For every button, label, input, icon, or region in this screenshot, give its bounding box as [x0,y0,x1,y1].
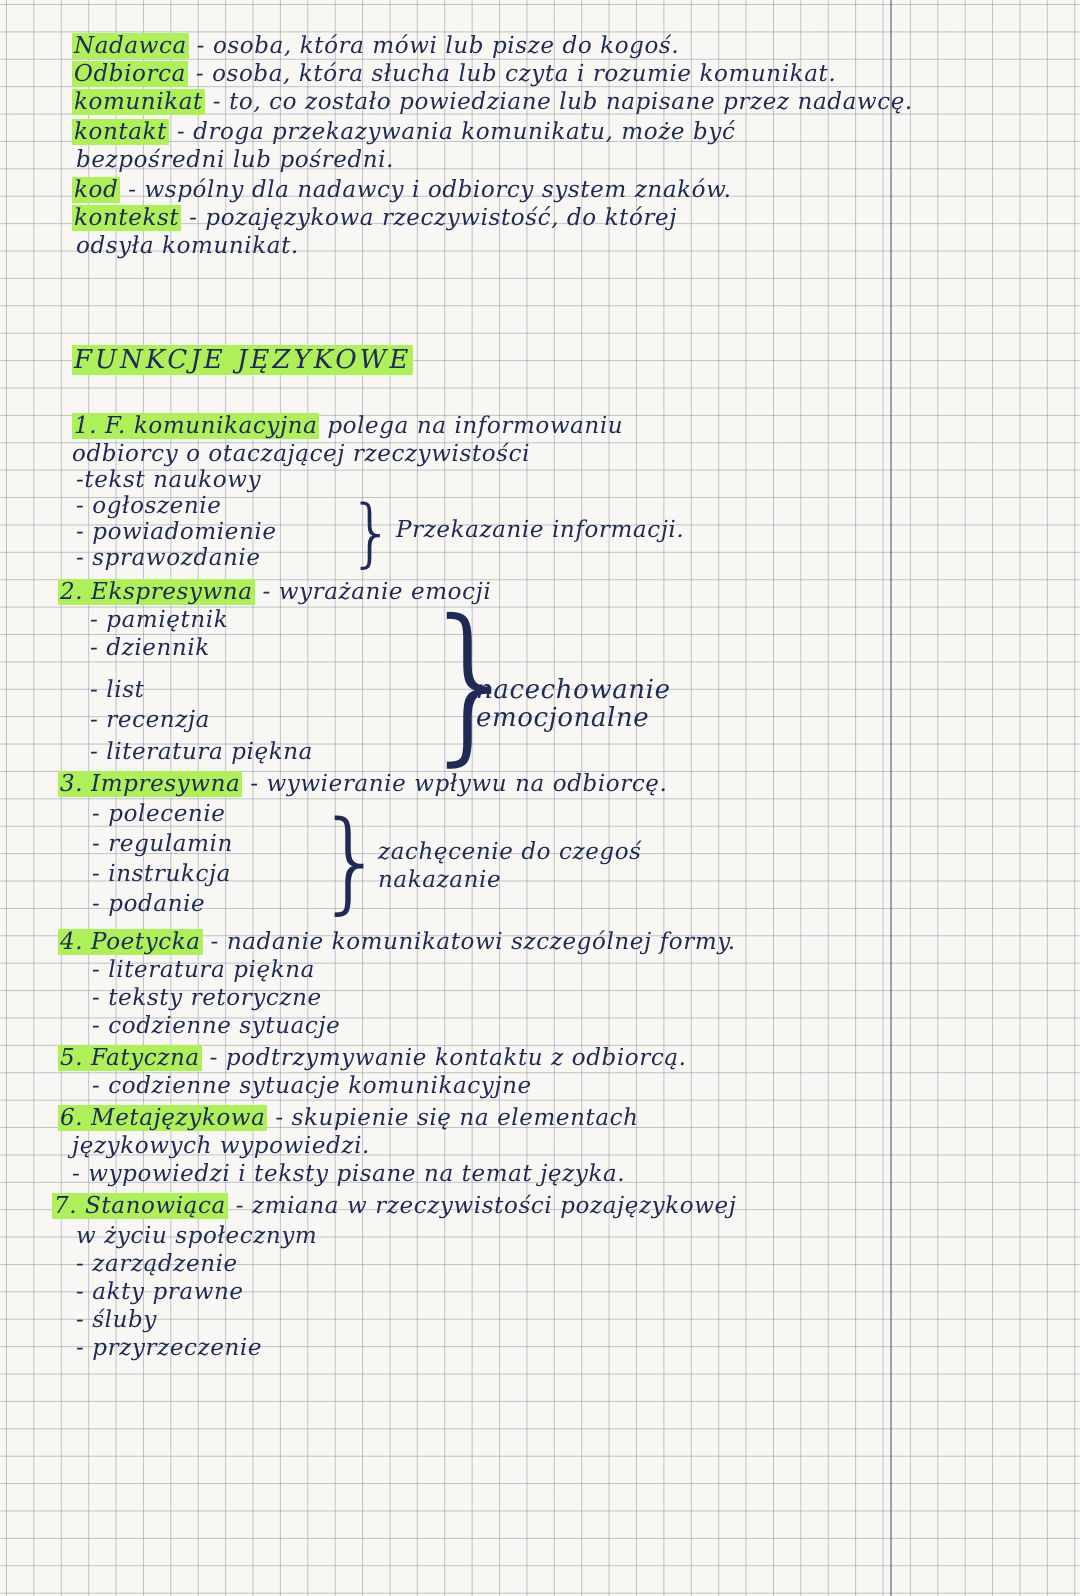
list-item: - pamiętnik [90,607,229,633]
function-desc-line: odbiorcy o otaczającej rzeczywistości [72,441,531,467]
function-desc: - skupienie się na elementach [267,1105,639,1131]
function-note: nakazanie [378,867,502,893]
definition-line [72,204,677,232]
brace: } [418,584,527,782]
definition-line [72,118,735,146]
definition-term: komunikat [74,89,203,115]
definition-text: - wspólny dla nadawcy i odbiorcy system znaków. [120,177,732,203]
list-item: - przyrzeczenie [76,1335,263,1361]
list-item: - śluby [76,1307,157,1333]
list-item: - wypowiedzi i teksty pisane na temat języka. [72,1161,626,1187]
definition-text: - droga przekazywania komunikatu, może być [168,119,736,145]
function-title: 4. Poetycka [60,929,201,955]
list-item: -tekst naukowy [76,467,262,493]
function-title: 7. Stanowiąca [54,1193,226,1219]
definition-term: kod [74,177,119,203]
definition-text: - osoba, która słucha lub czyta i rozumie komunikat. [187,61,837,87]
definition-line [76,232,299,260]
list-item: - ogłoszenie [76,493,222,519]
function-note: nacechowanie [476,675,671,705]
list-item: - podanie [92,891,206,917]
margin-line [890,0,892,1596]
function-note: Przekazanie informacji. [396,517,685,543]
list-item: - codzienne sytuacje [92,1013,341,1039]
function-title-line [58,770,667,798]
definition-term: Odbiorca [74,61,186,87]
list-item: - powiadomienie [76,519,277,545]
function-title-line [52,1192,736,1220]
list-item: - list [90,677,145,703]
list-item: - akty prawne [76,1279,244,1305]
function-desc: - wywieranie wpływu na odbiorcę. [242,771,668,797]
list-item: - regulamin [92,831,233,857]
definition-text: - osoba, która mówi lub pisze do kogoś. [188,33,680,59]
definition-text: odsyła komunikat. [76,233,299,259]
function-title: 3. Impresywna [60,771,241,797]
definition-term: kontakt [74,119,167,145]
section-heading [72,346,413,374]
function-title-line [58,1044,687,1072]
list-item: - recenzja [90,707,210,733]
list-item: - polecenie [92,801,226,827]
list-item: - literatura piękna [90,739,313,765]
function-title-line [72,412,623,440]
function-desc-line: językowych wypowiedzi. [72,1133,370,1159]
definition-term: Nadawca [74,33,187,59]
definition-text: - pozajęzykowa rzeczywistość, do której [181,205,677,231]
definition-line [72,60,836,88]
heading-text: FUNKCJE JĘZYKOWE [74,345,412,375]
function-title-line [58,928,736,956]
definition-term: kontekst [74,205,180,231]
function-title-line [58,1104,639,1132]
definition-text: - to, co zostało powiedziane lub napisane przez nadawcę. [204,89,913,115]
list-item: - instrukcja [92,861,231,887]
function-desc-line: w życiu społecznym [76,1223,318,1249]
list-item: - zarządzenie [76,1251,238,1277]
definition-text: bezpośredni lub pośredni. [76,147,395,173]
definition-line [76,146,394,174]
list-item: - sprawozdanie [76,545,261,571]
list-item: - teksty retoryczne [92,985,322,1011]
definition-line [72,88,913,116]
function-desc: - zmiana w rzeczywistości pozajęzykowej [227,1193,737,1219]
function-title: 1. F. komunikacyjna [74,413,318,439]
definition-line [72,176,732,204]
function-note: zachęcenie do czegoś [378,839,642,865]
brace: } [316,797,386,925]
function-desc: - podtrzymywanie kontaktu z odbiorcą. [201,1045,687,1071]
function-desc: polega na informowaniu [319,413,624,439]
function-title: 6. Metajęzykowa [60,1105,266,1131]
definition-line [72,32,679,60]
function-title: 2. Ekspresywna [60,579,253,605]
function-note: emocjonalne [476,703,650,733]
function-title: 5. Fatyczna [60,1045,200,1071]
list-item: - dziennik [90,635,210,661]
list-item: - codzienne sytuacje komunikacyjne [92,1073,532,1099]
function-desc: - wyrażanie emocji [254,579,492,605]
brace: } [348,490,396,576]
function-desc: - nadanie komunikatowi szczególnej formy. [202,929,736,955]
list-item: - literatura piękna [92,957,315,983]
